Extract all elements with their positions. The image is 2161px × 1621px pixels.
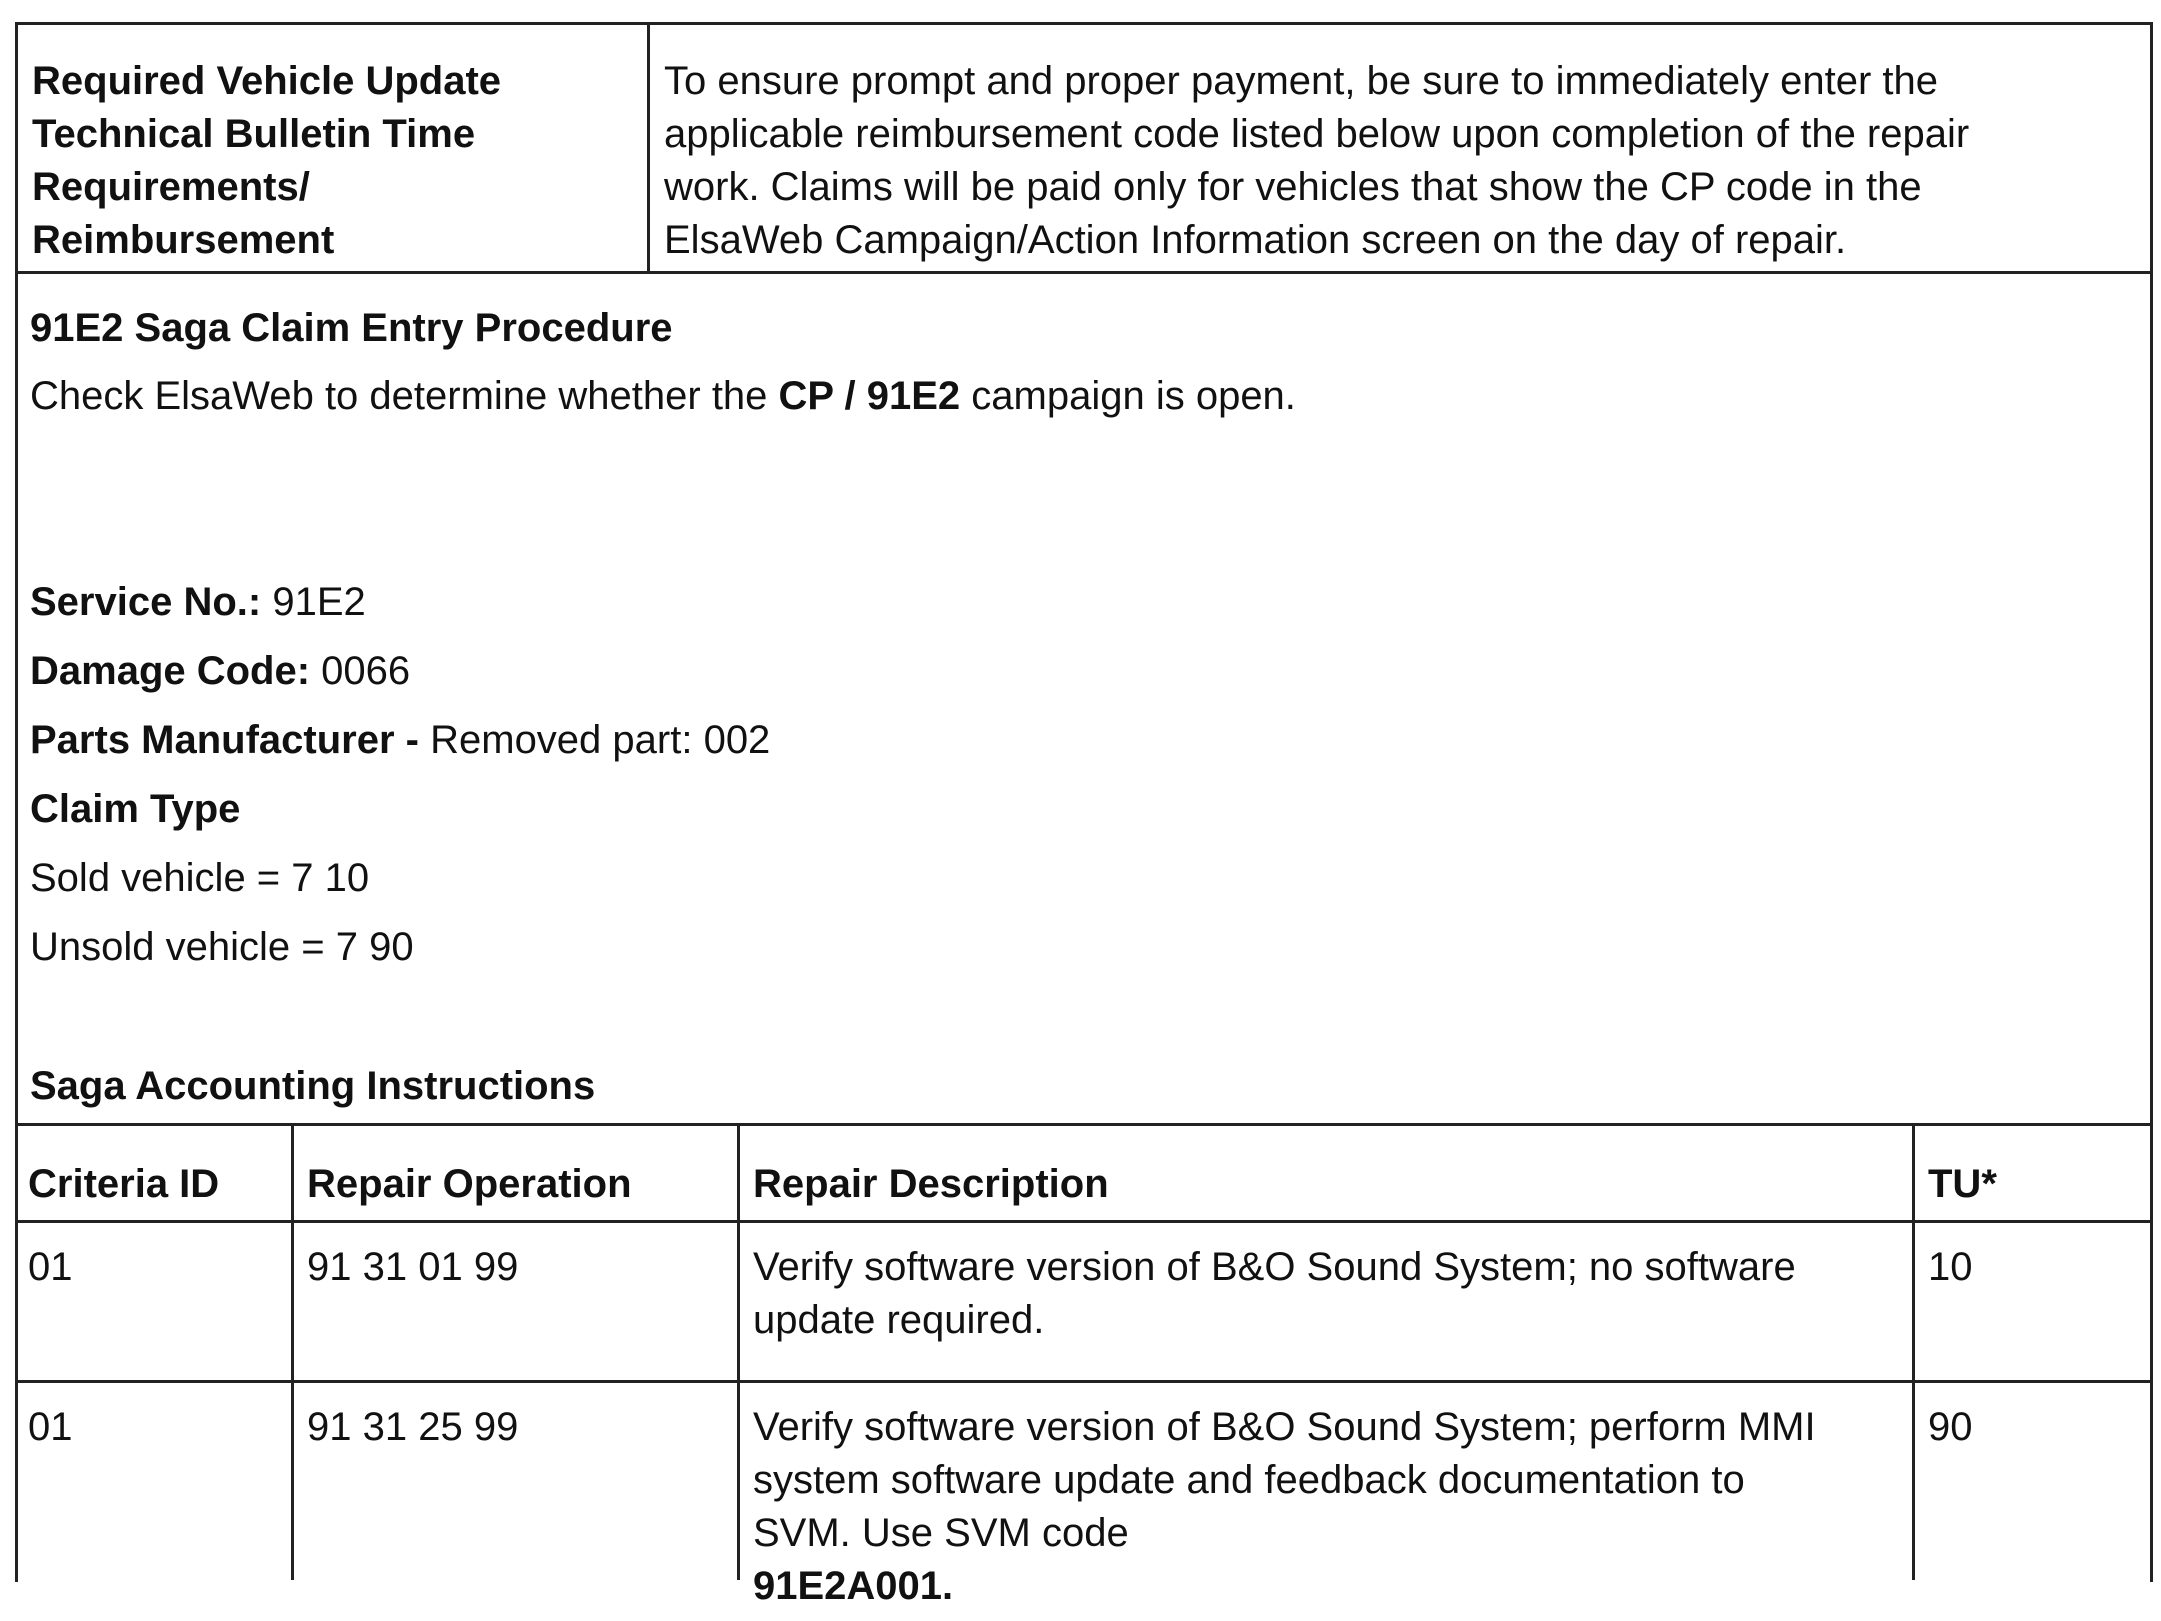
tu-cell: 10 bbox=[1928, 1245, 1973, 1289]
description-line: update required. bbox=[753, 1298, 1045, 1342]
description-line: Verify software version of B&O Sound System; no software bbox=[753, 1245, 1796, 1289]
header-text-line: applicable reimbursement code listed below upon completion of the repair bbox=[664, 112, 1970, 156]
service-number bbox=[30, 580, 366, 625]
table-row bbox=[15, 1220, 2153, 1380]
reimbursement-header-row bbox=[15, 22, 2153, 274]
description-line: system software update and feedback documentation to bbox=[753, 1458, 1745, 1502]
header-text-line: To ensure prompt and proper payment, be sure to immediately enter the bbox=[664, 59, 1939, 103]
table-header-row bbox=[15, 1123, 2153, 1220]
header-text-line: ElsaWeb Campaign/Action Information screen on the day of repair. bbox=[664, 218, 1847, 262]
parts-manufacturer bbox=[30, 718, 770, 763]
procedure-check-text bbox=[30, 374, 1296, 419]
service-number-label: Service No.: bbox=[30, 580, 262, 624]
criteria-id-cell: 01 bbox=[15, 1383, 294, 1580]
repair-operation-cell: 91 31 01 99 bbox=[294, 1223, 740, 1380]
procedure-title: 91E2 Saga Claim Entry Procedure bbox=[30, 306, 673, 350]
description-line: Verify software version of B&O Sound System; perform MMI bbox=[753, 1405, 1816, 1449]
repair-description-cell bbox=[740, 1223, 1915, 1380]
check-suffix: campaign is open. bbox=[960, 374, 1296, 418]
reimbursement-header-text bbox=[650, 25, 2150, 271]
check-campaign-code: CP / 91E2 bbox=[778, 374, 961, 418]
column-header-repair-description: Repair Description bbox=[740, 1126, 1915, 1220]
parts-manufacturer-value: Removed part: 002 bbox=[430, 718, 771, 762]
tu-cell: 90 bbox=[1928, 1405, 1973, 1449]
accounting-instructions-title: Saga Accounting Instructions bbox=[30, 1064, 596, 1108]
header-label-line: Technical Bulletin Time bbox=[32, 112, 476, 156]
header-label-line: Reimbursement bbox=[32, 218, 335, 262]
svm-code: 91E2A001. bbox=[753, 1564, 954, 1608]
accounting-table bbox=[15, 1123, 2153, 1608]
repair-description-cell bbox=[740, 1383, 1915, 1608]
reimbursement-header-label bbox=[18, 25, 650, 271]
table-row bbox=[15, 1380, 2153, 1608]
header-label-line: Required Vehicle Update bbox=[32, 59, 502, 103]
criteria-id-cell: 01 bbox=[15, 1223, 294, 1380]
damage-code-label: Damage Code: bbox=[30, 649, 311, 693]
description-line bbox=[753, 1507, 1912, 1613]
claim-type-sold: Sold vehicle = 7 10 bbox=[30, 856, 370, 900]
check-prefix: Check ElsaWeb to determine whether the bbox=[30, 374, 779, 418]
header-text-line: work. Claims will be paid only for vehicles that show the CP code in the bbox=[664, 165, 1922, 209]
claim-type-label: Claim Type bbox=[30, 787, 241, 831]
damage-code bbox=[30, 649, 410, 694]
claim-type-unsold: Unsold vehicle = 7 90 bbox=[30, 925, 414, 969]
damage-code-value: 0066 bbox=[310, 649, 411, 693]
column-header-repair-operation: Repair Operation bbox=[294, 1126, 740, 1220]
column-header-criteria-id: Criteria ID bbox=[15, 1126, 294, 1220]
parts-manufacturer-label: Parts Manufacturer - bbox=[30, 718, 431, 762]
service-number-value: 91E2 bbox=[261, 580, 366, 624]
header-label-line: Requirements/ bbox=[32, 165, 310, 209]
column-header-tu: TU* bbox=[1928, 1162, 1997, 1206]
repair-operation-cell: 91 31 25 99 bbox=[294, 1383, 740, 1580]
description-text: SVM. Use SVM code bbox=[753, 1511, 1129, 1555]
